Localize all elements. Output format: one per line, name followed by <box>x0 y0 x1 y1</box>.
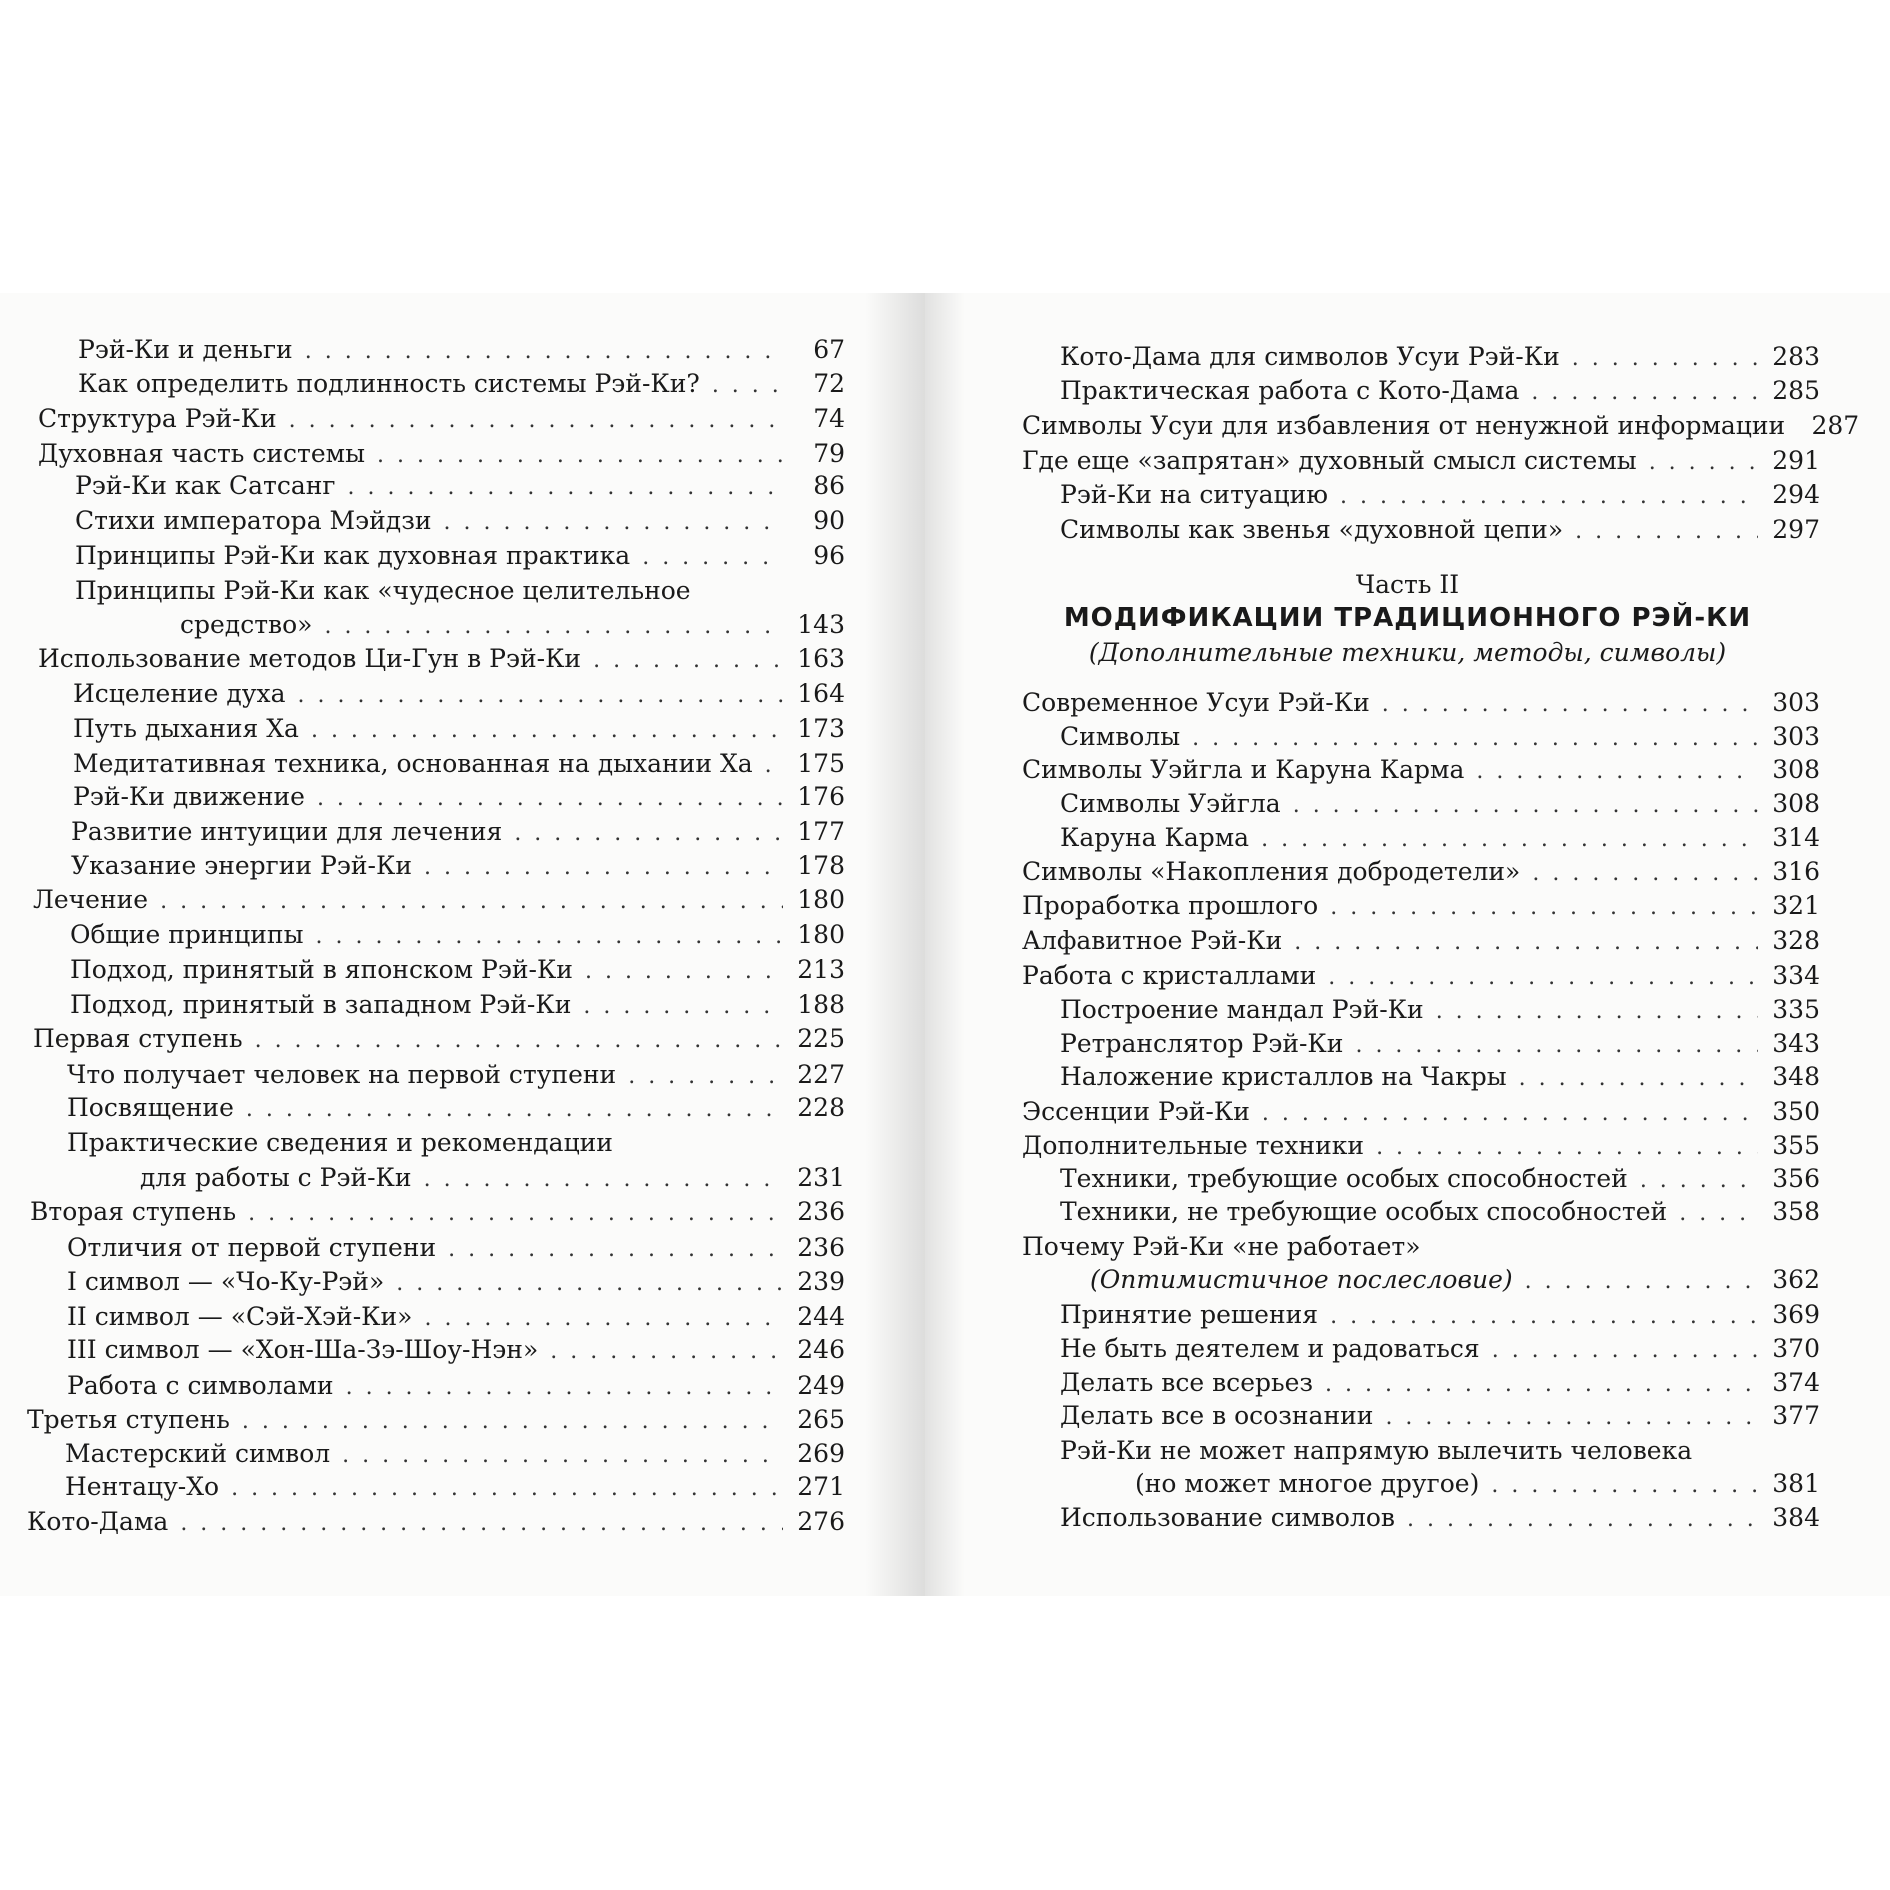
toc-entry-page: 321 <box>1772 891 1820 920</box>
toc-entry <box>1022 1129 1820 1165</box>
toc-entry <box>1022 686 1820 722</box>
toc-entry <box>1060 374 1820 410</box>
toc-entry-title: Ретранслятор Рэй-Ки <box>1060 1029 1344 1058</box>
toc-entry <box>71 815 845 851</box>
leader-dots <box>1340 480 1758 514</box>
toc-entry <box>73 677 845 713</box>
toc-entry-title: Работа с символами <box>67 1371 334 1400</box>
leader-dots <box>1294 926 1758 960</box>
toc-entry <box>78 367 845 403</box>
leader-dots <box>396 1267 783 1301</box>
toc-entry-page: 328 <box>1772 926 1820 955</box>
leader-dots <box>1519 1062 1758 1096</box>
toc-entry-page: 225 <box>797 1024 845 1053</box>
toc-entry-page: 285 <box>1772 376 1820 405</box>
toc-entry <box>38 437 845 473</box>
toc-entry-page: 244 <box>797 1302 845 1331</box>
toc-entry-title: Кото-Дама <box>27 1507 169 1536</box>
leader-dots <box>180 1507 783 1541</box>
toc-entry <box>67 1265 845 1301</box>
leader-dots <box>160 885 783 919</box>
book-spread <box>0 293 1890 1596</box>
toc-entry-page: 231 <box>797 1163 845 1192</box>
toc-entry-page: 180 <box>797 885 845 914</box>
toc-entry-title: Принятие решения <box>1060 1300 1319 1329</box>
toc-entry-page: 86 <box>813 471 845 500</box>
toc-entry-page: 377 <box>1772 1401 1820 1430</box>
leader-dots <box>514 817 783 851</box>
leader-dots <box>583 990 783 1024</box>
toc-entry-page: 228 <box>797 1093 845 1122</box>
toc-entry-page: 163 <box>797 644 845 673</box>
toc-entry <box>30 1195 845 1231</box>
leader-dots <box>1572 342 1758 376</box>
toc-entry <box>1060 993 1820 1029</box>
leader-dots <box>1476 755 1758 789</box>
toc-entry-page: 362 <box>1772 1265 1820 1294</box>
toc-entry-title: Где еще «запрятан» духовный смысл системы <box>1022 446 1637 475</box>
leader-dots <box>1679 1197 1758 1231</box>
toc-entry <box>67 1231 845 1267</box>
toc-entry <box>1022 444 1820 480</box>
toc-entry-page: 384 <box>1772 1503 1820 1532</box>
toc-entry-page: 227 <box>797 1060 845 1089</box>
toc-entry-page: 269 <box>797 1439 845 1468</box>
toc-entry-page: 265 <box>797 1405 845 1434</box>
leader-dots <box>1492 1334 1758 1368</box>
toc-entry-page: 297 <box>1772 515 1820 544</box>
leader-dots <box>1293 789 1758 823</box>
toc-entry-page: 291 <box>1772 446 1820 475</box>
toc-entry-page: 236 <box>797 1233 845 1262</box>
toc-entry-page: 334 <box>1772 961 1820 990</box>
toc-entry <box>67 1058 845 1094</box>
toc-entry-page: 213 <box>797 955 845 984</box>
toc-entry-title: Проработка прошлого <box>1022 891 1319 920</box>
toc-entry-title: Работа с кристаллами <box>1022 961 1317 990</box>
toc-entry <box>1022 1230 1820 1264</box>
toc-entry <box>65 1437 845 1473</box>
toc-entry-page: 249 <box>797 1371 845 1400</box>
toc-entry-title: Наложение кристаллов на Чакры <box>1060 1062 1507 1091</box>
toc-entry-page: 178 <box>797 851 845 880</box>
toc-entry-title: Рэй-Ки как Сатсанг <box>75 471 336 500</box>
toc-entry <box>67 1300 845 1336</box>
leader-dots <box>424 1302 783 1336</box>
toc-entry-page: 316 <box>1772 857 1820 886</box>
toc-entry-title: Структура Рэй-Ки <box>38 404 277 433</box>
toc-entry <box>27 1505 845 1541</box>
toc-entry <box>140 1161 845 1197</box>
left-page <box>0 293 925 1596</box>
leader-dots <box>248 1197 783 1231</box>
leader-dots <box>765 749 783 783</box>
toc-entry <box>71 849 845 885</box>
toc-entry-page: 79 <box>813 439 845 468</box>
toc-entry <box>67 1369 845 1405</box>
toc-entry-page: 381 <box>1772 1469 1820 1498</box>
toc-entry <box>1022 889 1820 925</box>
leader-dots <box>1382 688 1758 722</box>
toc-entry <box>1022 924 1820 960</box>
toc-entry-title: Почему Рэй-Ки «не работает» <box>1022 1232 1421 1261</box>
toc-entry-title: Символы Уэйгла <box>1060 789 1281 818</box>
part-subtitle: (Дополнительные техники, методы, символы) <box>1088 638 1727 667</box>
toc-entry-title: Духовная часть системы <box>38 439 366 468</box>
toc-entry <box>1060 1434 1820 1468</box>
toc-entry <box>70 953 845 989</box>
leader-dots <box>1261 823 1758 857</box>
toc-entry <box>38 402 845 438</box>
leader-dots <box>1376 1131 1758 1165</box>
leader-dots <box>444 506 784 540</box>
toc-entry-title: Как определить подлинность системы Рэй-Ки? <box>78 369 700 398</box>
toc-entry-page: 294 <box>1772 480 1820 509</box>
toc-entry-title: Делать все в осознании <box>1060 1401 1374 1430</box>
leader-dots <box>1436 995 1758 1029</box>
toc-entry-page: 271 <box>797 1472 845 1501</box>
leader-dots <box>298 679 783 713</box>
toc-entry-page: 188 <box>797 990 845 1019</box>
toc-entry-title: Лечение <box>33 885 149 914</box>
leader-dots <box>424 851 783 885</box>
toc-entry-title: Рэй-Ки движение <box>73 782 305 811</box>
leader-dots <box>1330 891 1758 925</box>
leader-dots <box>255 1024 783 1058</box>
toc-entry <box>1022 855 1820 891</box>
toc-entry-title: II символ — «Сэй-Хэй-Ки» <box>67 1302 413 1331</box>
toc-entry-page: 374 <box>1772 1368 1820 1397</box>
leader-dots <box>1531 376 1758 410</box>
toc-entry-title: Рэй-Ки на ситуацию <box>1060 480 1329 509</box>
toc-entry <box>65 1470 845 1506</box>
toc-entry-title: I символ — «Чо-Ку-Рэй» <box>67 1267 385 1296</box>
leader-dots <box>289 404 783 438</box>
toc-entry-title: (Оптимистичное послесловие) <box>1090 1265 1513 1294</box>
toc-entry-title: Посвящение <box>67 1093 234 1122</box>
toc-entry <box>27 1403 845 1439</box>
leader-dots <box>1640 1164 1758 1198</box>
toc-entry-page: 173 <box>797 714 845 743</box>
toc-entry-page: 287 <box>1811 411 1860 440</box>
toc-entry-title: Эссенции Рэй-Ки <box>1022 1097 1250 1126</box>
toc-entry-title: (но может многое другое) <box>1135 1469 1480 1498</box>
right-page <box>925 293 1890 1596</box>
toc-entry-page: 239 <box>797 1267 845 1296</box>
leader-dots <box>342 1439 783 1473</box>
leader-dots <box>585 955 783 989</box>
leader-dots <box>1192 722 1758 756</box>
toc-entry-title: Каруна Карма <box>1060 823 1250 852</box>
toc-entry-page: 348 <box>1772 1062 1820 1091</box>
toc-entry-title: Техники, требующие особых способностей <box>1060 1164 1628 1193</box>
toc-entry-page: 369 <box>1772 1300 1820 1329</box>
toc-entry-title: Указание энергии Рэй-Ки <box>71 851 412 880</box>
toc-entry-page: 72 <box>813 369 845 398</box>
toc-entry-title: Путь дыхания Ха <box>73 714 299 743</box>
toc-entry <box>1060 1060 1820 1096</box>
toc-entry-page: 283 <box>1772 342 1820 371</box>
leader-dots <box>1532 857 1758 891</box>
toc-entry-title: Первая ступень <box>33 1024 243 1053</box>
toc-entry-title: Принципы Рэй-Ки как «чудесное целительное <box>75 576 691 605</box>
leader-dots <box>550 1335 783 1369</box>
toc-entry <box>1060 1366 1820 1402</box>
toc-entry-title: Подход, принятый в японском Рэй-Ки <box>70 955 573 984</box>
leader-dots <box>311 714 783 748</box>
toc-entry-page: 96 <box>813 541 845 570</box>
toc-entry <box>38 642 845 678</box>
leader-dots <box>231 1472 783 1506</box>
toc-entry-page: 303 <box>1772 722 1820 751</box>
toc-entry-page: 355 <box>1772 1131 1820 1160</box>
toc-entry <box>73 747 845 783</box>
leader-dots <box>1525 1265 1758 1299</box>
leader-dots <box>1385 1401 1758 1435</box>
toc-entry-title: Использование методов Ци-Гун в Рэй-Ки <box>38 644 582 673</box>
toc-entry <box>1060 1195 1820 1231</box>
toc-entry <box>180 608 845 644</box>
toc-entry-title: Нентацу-Хо <box>65 1472 220 1501</box>
toc-entry-title: Дополнительные техники <box>1022 1131 1365 1160</box>
toc-entry <box>73 712 845 748</box>
leader-dots <box>1575 515 1758 549</box>
toc-entry-page: 370 <box>1772 1334 1820 1363</box>
toc-entry-page: 358 <box>1772 1197 1820 1226</box>
leader-dots <box>1328 961 1758 995</box>
toc-entry-title: Символы как звенья «духовной цепи» <box>1060 515 1564 544</box>
leader-dots <box>317 782 783 816</box>
toc-entry <box>1060 821 1820 857</box>
leader-dots <box>1325 1368 1758 1402</box>
leader-dots <box>1355 1029 1758 1063</box>
leader-dots <box>712 369 783 403</box>
toc-entry-title: Построение мандал Рэй-Ки <box>1060 995 1424 1024</box>
toc-entry-title: Рэй-Ки и деньги <box>78 335 293 364</box>
toc-entry-page: 67 <box>813 335 845 364</box>
toc-entry <box>1060 1027 1820 1063</box>
toc-entry-title: Техники, не требующие особых способностей <box>1060 1197 1668 1226</box>
toc-entry-title: III символ — «Хон-Ша-Зэ-Шоу-Нэн» <box>67 1335 539 1364</box>
toc-entry-title: Что получает человек на первой ступени <box>67 1060 617 1089</box>
toc-entry <box>33 883 845 919</box>
toc-entry-title: Алфавитное Рэй-Ки <box>1022 926 1283 955</box>
leader-dots <box>448 1233 783 1267</box>
toc-entry-title: Стихи императора Мэйдзи <box>75 506 432 535</box>
toc-entry-page: 308 <box>1772 789 1820 818</box>
leader-dots <box>246 1093 783 1127</box>
toc-entry <box>33 1022 845 1058</box>
part-title: МОДИФИКАЦИИ ТРАДИЦИОННОГО РЭЙ-КИ <box>1063 603 1752 633</box>
toc-entry-title: Медитативная техника, основанная на дыхании Ха <box>73 749 753 778</box>
toc-entry <box>1060 1162 1820 1198</box>
leader-dots <box>324 610 783 644</box>
toc-entry-page: 164 <box>797 679 845 708</box>
toc-entry <box>1060 340 1820 376</box>
toc-entry-title: Принципы Рэй-Ки как духовная практика <box>75 541 631 570</box>
toc-entry-page: 180 <box>797 920 845 949</box>
toc-entry-title: Современное Усуи Рэй-Ки <box>1022 688 1370 717</box>
toc-entry-page: 343 <box>1772 1029 1820 1058</box>
leader-dots <box>1330 1300 1758 1334</box>
left-toc <box>0 293 925 1596</box>
toc-entry-title: Символы «Накопления добродетели» <box>1022 857 1521 886</box>
toc-entry <box>73 780 845 816</box>
toc-entry-page: 303 <box>1772 688 1820 717</box>
toc-entry-page: 143 <box>797 610 845 639</box>
leader-dots <box>642 541 783 575</box>
toc-entry <box>70 918 845 954</box>
toc-entry-page: 276 <box>797 1507 845 1536</box>
toc-entry <box>1022 753 1820 789</box>
toc-entry <box>75 574 845 608</box>
toc-entry <box>1022 959 1820 995</box>
leader-dots <box>424 1163 783 1197</box>
toc-entry-title: Подход, принятый в западном Рэй-Ки <box>70 990 572 1019</box>
leader-dots <box>1407 1503 1758 1537</box>
part-label: Часть II <box>1355 570 1460 599</box>
toc-entry <box>1060 513 1820 549</box>
toc-entry <box>67 1126 845 1160</box>
leader-dots <box>1649 446 1758 480</box>
toc-entry-title: Общие принципы <box>70 920 304 949</box>
toc-entry <box>1060 1399 1820 1435</box>
toc-entry <box>1135 1467 1820 1503</box>
toc-entry-title: Мастерский символ <box>65 1439 331 1468</box>
toc-entry-title: Исцеление духа <box>73 679 286 708</box>
leader-dots <box>628 1060 783 1094</box>
toc-entry-title: Третья ступень <box>27 1405 230 1434</box>
leader-dots <box>242 1405 783 1439</box>
toc-entry-page: 246 <box>797 1335 845 1364</box>
toc-entry-page: 74 <box>813 404 845 433</box>
toc-entry <box>75 469 845 505</box>
toc-entry-page: 175 <box>797 749 845 778</box>
toc-entry-title: Делать все всерьез <box>1060 1368 1314 1397</box>
leader-dots <box>305 335 783 369</box>
leader-dots <box>377 439 783 473</box>
toc-entry <box>1060 1332 1820 1368</box>
toc-entry-title: Символы Усуи для избавления от ненужной информации <box>1022 411 1786 440</box>
toc-entry-title: Использование символов <box>1060 1503 1395 1532</box>
toc-entry <box>67 1091 845 1127</box>
toc-entry <box>75 504 845 540</box>
leader-dots <box>348 471 783 505</box>
toc-entry <box>70 988 845 1024</box>
toc-entry-title: Вторая ступень <box>30 1197 237 1226</box>
toc-entry-title: Развитие интуиции для лечения <box>71 817 503 846</box>
leader-dots <box>315 920 783 954</box>
toc-entry-title: для работы с Рэй-Ки <box>140 1163 412 1192</box>
toc-entry-page: 90 <box>813 506 845 535</box>
toc-entry-title: Кото-Дама для символов Усуи Рэй-Ки <box>1060 342 1560 371</box>
leader-dots <box>1262 1097 1758 1131</box>
toc-entry-page: 314 <box>1772 823 1820 852</box>
toc-entry <box>1060 478 1820 514</box>
toc-entry-title: Символы <box>1060 722 1181 751</box>
toc-entry-title: Практическая работа с Кото-Дама <box>1060 376 1520 405</box>
toc-entry <box>1022 409 1860 445</box>
toc-entry <box>1022 1095 1820 1131</box>
toc-entry <box>1090 1263 1820 1299</box>
toc-entry <box>1060 787 1820 823</box>
toc-entry-page: 350 <box>1772 1097 1820 1126</box>
leader-dots <box>1491 1469 1758 1503</box>
toc-entry <box>1060 720 1820 756</box>
toc-entry-title: Рэй-Ки не может напрямую вылечить человека <box>1060 1436 1693 1465</box>
toc-entry-page: 335 <box>1772 995 1820 1024</box>
toc-entry-title: Практические сведения и рекомендации <box>67 1128 613 1157</box>
toc-entry-title: Не быть деятелем и радоваться <box>1060 1334 1480 1363</box>
toc-entry <box>67 1333 845 1369</box>
toc-entry-page: 236 <box>797 1197 845 1226</box>
toc-entry <box>78 333 845 369</box>
toc-entry <box>75 539 845 575</box>
leader-dots <box>346 1371 783 1405</box>
leader-dots <box>593 644 783 678</box>
right-toc <box>925 293 1890 1596</box>
toc-entry-page: 177 <box>797 817 845 846</box>
toc-entry-page: 308 <box>1772 755 1820 784</box>
toc-entry <box>1060 1298 1820 1334</box>
toc-entry-title: Символы Уэйгла и Каруна Карма <box>1022 755 1465 784</box>
toc-entry <box>1060 1501 1820 1537</box>
toc-entry-page: 176 <box>797 782 845 811</box>
toc-entry-title: Отличия от первой ступени <box>67 1233 437 1262</box>
toc-entry-title: средство» <box>180 610 313 639</box>
toc-entry-page: 356 <box>1772 1164 1820 1193</box>
